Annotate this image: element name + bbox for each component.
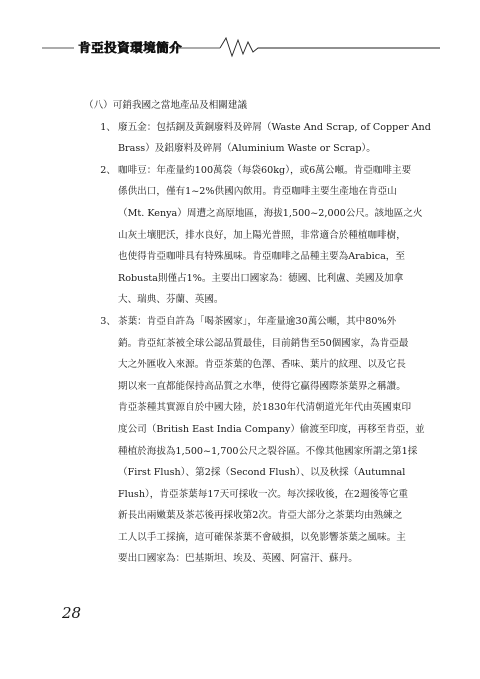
section-title: （八）可銷我國之當地產品及相關建議 [84,100,248,111]
item-line: 銷。肯亞紅茶被全球公認品質最佳，目前銷售至50個國家，為肯亞最 [118,337,409,349]
item-line: （Mt. Kenya）周遭之高原地區，海拔1,500~2,000公尺。該地區之火 [118,207,423,219]
item-body [118,160,423,311]
header-title: 肯亞投資環境簡介 [78,40,183,55]
item-line: 咖啡豆：年產量約100萬袋（每袋60kg），或6萬公噸。肯亞咖啡主要 [118,164,412,176]
list-item [72,311,425,570]
item-line: 期以來一直都能保持高品質之水準，使得它贏得國際茶葉界之稱讚。 [118,380,406,392]
running-header [42,34,440,60]
list-item [72,117,431,160]
item-line: 係供出口，僅有1~2%供國內飲用。肯亞咖啡主要生產地在肯亞山 [118,186,397,198]
item-line: 要出口國家為：巴基斯坦、埃及、英國、阿富汗、蘇丹。 [118,553,358,565]
page-number: 28 [62,604,82,622]
item-line: Brass）及鋁廢料及碎屑（Aluminium Waste or Scrap）。 [118,143,376,155]
item-line: 也使得肯亞咖啡具有特殊風味。肯亞咖啡之品種主要為Arabica，至 [118,251,405,263]
item-line: 度公司（British East India Company）偷渡至印度，再移至肯亞，並 [118,423,425,435]
item-line: 茶葉：肯亞自許為「喝茶國家」，年產量逾30萬公噸，其中80%外 [118,315,397,327]
item-number: 3、 [100,315,116,327]
main-content [72,95,431,570]
item-number: 1、 [100,121,116,133]
item-line: 種植於海拔為1,500~1,700公尺之裂谷區。不像其他國家所謂之第1採 [118,445,418,457]
item-line: 山灰土壤肥沃，排水良好，加上陽光普照，非常適合於種植咖啡樹， [118,229,406,241]
item-line: 工人以手工採摘，這可確保茶葉不會破損，以免影響茶葉之風味。主 [118,531,406,543]
item-line: 大、瑞典、芬蘭、英國。 [118,294,224,306]
item-list [72,117,431,570]
item-line: 廢五金：包括銅及黃銅廢料及碎屑（Waste And Scrap, of Copper And [118,121,431,133]
item-line: Flush），肯亞茶葉每17天可採收一次。每次採收後，在2週後等它重 [118,488,408,500]
item-line: 大之外匯收入來源。肯亞茶葉的色澤、香味、葉片的紋理、以及它長 [118,359,406,371]
item-line: 新長出兩嫩葉及茶芯後再採收第2次。肯亞大部分之茶葉均由熟練之 [118,510,403,522]
item-line: 肯亞茶種其實源自於中國大陸，於1830年代清朝道光年代由英國東印 [118,402,412,414]
item-line: （First Flush）、第2採（Second Flush）、以及秋採（Autumnal [118,467,406,479]
item-body [118,117,431,160]
list-item [72,160,423,311]
item-number: 2、 [100,164,116,176]
item-line: Robusta則僅占1%。主要出口國家為：德國、比利盧、美國及加拿 [118,272,404,284]
header-zigzag [220,38,440,56]
item-body [118,311,425,570]
